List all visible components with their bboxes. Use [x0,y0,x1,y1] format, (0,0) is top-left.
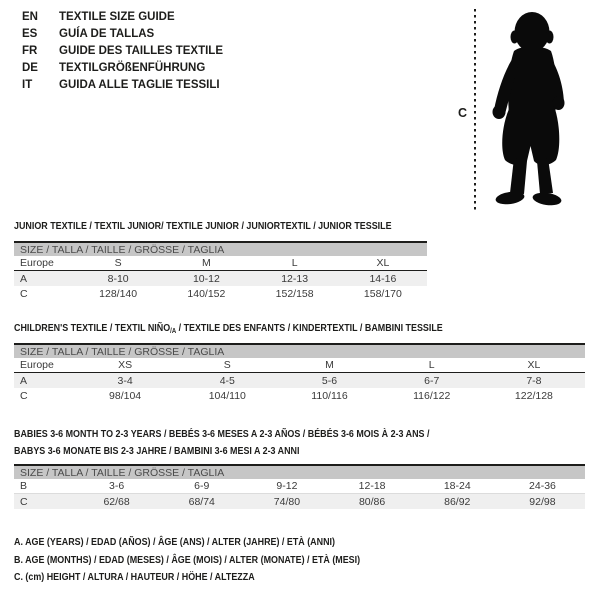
table-row-height [14,494,585,509]
size-cell: 4-5 [219,374,235,387]
size-header-bar [14,343,585,358]
title-subscript: /A [170,328,177,335]
size-header-label: SIZE / TALLA / TAILLE / GRÖSSE / TAGLIA [20,466,225,479]
size-header-bar [14,464,585,479]
size-cell: 80/86 [358,495,386,508]
size-cell: 18-24 [443,480,471,492]
row-label: C [20,389,28,402]
language-code: DE [22,61,38,74]
language-code: EN [22,10,38,23]
language-row [22,76,223,93]
row-label: B [20,480,28,492]
size-cell: 6-7 [424,374,440,387]
babies-textile-table [14,464,585,509]
size-cell: XL [527,359,541,371]
size-cell: 158/170 [363,287,402,300]
babies-table-title-line2: BABYS 3-6 MONATE BIS 2-3 JAHRE / BAMBINI 3-6 MESI A 2-3 ANNI [14,444,300,457]
table-row-europe [14,358,585,373]
language-code: FR [22,44,38,57]
size-cell: 3-6 [108,480,125,492]
size-cell: 14-16 [369,272,397,285]
size-cell: 152/158 [275,287,314,300]
height-dotted-line [474,9,476,210]
language-label: TEXTILE SIZE GUIDE [59,10,175,23]
size-cell: M [202,257,211,269]
size-cell: 12-13 [281,272,309,285]
size-cell: 12-18 [358,480,386,492]
size-cell: L [428,359,435,371]
table-row-age [14,271,427,286]
height-label-c: C [458,106,468,120]
footnote-c: C. (cm) HEIGHT / ALTURA / HAUTEUR / HÖHE / ALTEZZA [14,571,255,583]
size-cell: 68/74 [188,495,215,508]
size-cell: 140/152 [187,287,226,300]
language-label: GUÍA DE TALLAS [59,27,155,40]
junior-table-title-text: JUNIOR TEXTILE / TEXTIL JUNIOR/ TEXTILE JUNIOR / JUNIORTEXTIL / JUNIOR TESSILE [14,220,392,232]
language-code: ES [22,27,38,40]
footnote-a: A. AGE (YEARS) / EDAD (AÑOS) / ÂGE (ANS) / ALTER (JAHRE) / ETÀ (ANNI) [14,536,335,548]
table-row-height [14,286,427,301]
size-cell: 24-36 [529,480,556,492]
table-row-europe [14,256,427,271]
row-label: A [20,374,28,387]
table-row-months [14,479,585,494]
row-label: C [20,287,28,300]
size-cell: L [291,257,298,269]
footnote-b: B. AGE (MONTHS) / EDAD (MESES) / ÂGE (MOIS) / ALTER (MONATE) / ETÀ (MESI) [14,553,361,566]
language-code: IT [22,78,33,91]
size-header-bar [14,241,427,256]
size-cell: 128/140 [99,287,138,300]
children-table-title-text: CHILDREN'S TEXTILE / TEXTIL NIÑO/A / TEXTILE DES ENFANTS / KINDERTEXTIL / BAMBINI TESSILE [14,322,443,335]
size-cell: 10-12 [192,272,220,285]
size-cell: 116/122 [413,389,451,402]
size-cell: XS [118,359,133,371]
size-cell: S [223,359,231,371]
size-cell: 92/98 [529,495,556,508]
size-cell: 86/92 [444,495,471,508]
legend-footnotes [14,536,421,589]
babies-table-title [14,426,503,459]
table-row-age [14,373,585,388]
language-row [22,25,223,42]
size-cell: 3-4 [117,374,133,387]
table-row-height [14,388,585,403]
size-cell: XL [376,257,390,269]
babies-table-title-line1: BABIES 3-6 MONTH TO 2-3 YEARS / BEBÉS 3-6 MESES A 2-3 AÑOS / BÉBÉS 3-6 MOIS À 2-3 ANS / [14,428,430,440]
row-label: C [20,495,28,508]
size-header-label: SIZE / TALLA / TAILLE / GRÖSSE / TAGLIA [20,243,225,256]
row-label: Europe [20,257,54,269]
size-header-label: SIZE / TALLA / TAILLE / GRÖSSE / TAGLIA [20,345,225,358]
size-cell: 122/128 [514,389,553,402]
row-label: Europe [20,359,54,371]
size-cell: 9-12 [276,480,298,492]
size-cell: S [114,257,122,269]
language-label: GUIDA ALLE TAGLIE TESSILI [59,78,220,91]
size-cell: 110/116 [311,389,348,402]
size-cell: 62/68 [103,495,130,508]
size-cell: M [325,359,334,371]
height-measure-figure [452,6,582,212]
size-cell: 8-10 [107,272,129,285]
baby-silhouette-icon [483,9,579,209]
row-label: A [20,272,28,285]
language-row [22,59,223,76]
language-label: GUIDE DES TAILLES TEXTILE [59,44,223,57]
language-row [22,8,223,25]
size-cell: 7-8 [526,374,542,387]
size-cell: 5-6 [321,374,338,387]
language-list [22,8,223,93]
junior-textile-table [14,241,427,301]
size-cell: 74/80 [273,495,301,508]
children-table-title [14,320,518,339]
size-cell: 104/110 [208,389,246,402]
junior-table-title [14,218,458,235]
language-label: TEXTILGRÖßENFÜHRUNG [59,61,206,74]
size-cell: 98/104 [109,389,142,402]
size-cell: 6-9 [194,480,210,492]
language-row [22,42,223,59]
childrens-textile-table [14,343,585,403]
